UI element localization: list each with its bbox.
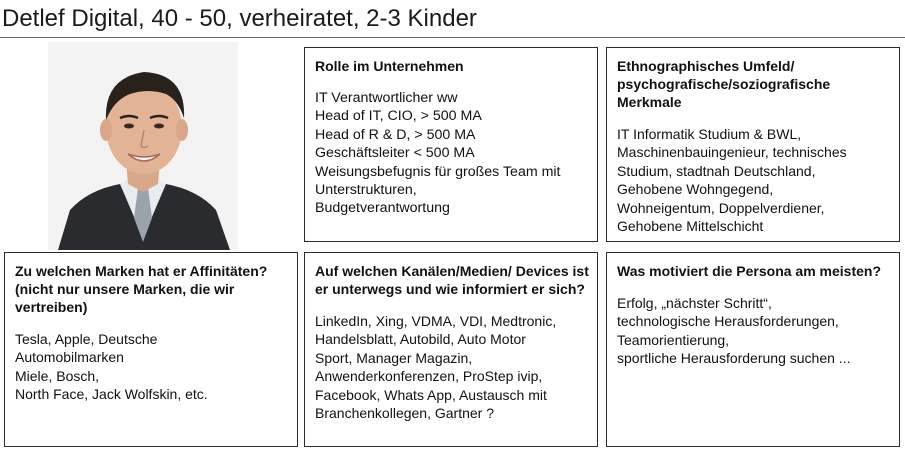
motivation-text: [617, 294, 891, 368]
channels-line: Handelsblatt, Autobild, Auto Motor: [315, 331, 526, 348]
brands-line: Miele, Bosch,: [15, 367, 100, 384]
channels-line: LinkedIn, Xing, VDMA, VDI, Medtronic,: [315, 313, 557, 329]
ethnographic-box: [606, 47, 900, 242]
role-heading: Rolle im Unternehmen: [315, 58, 464, 74]
channels-line: Sport, Manager Magazin,: [315, 349, 473, 366]
role-line: Weisungsbefugnis für großes Team mit: [315, 163, 561, 180]
ethnographic-heading: Ethnographisches Umfeld/ psychografische/soziografische Merkmale: [617, 58, 831, 110]
ethnographic-line: Maschinenbauingenieur, technisches: [617, 144, 847, 161]
channels-line: Facebook, Whats App, Austausch mit: [315, 386, 547, 403]
ethnographic-line: Wohneigentum, Doppelverdiener,: [617, 199, 825, 216]
motivation-box: [606, 252, 900, 447]
ethnographic-line: Gehobene Wohngegend,: [617, 181, 774, 198]
page-title: Detlef Digital, 40 - 50, verheiratet, 2-3 Kinder: [2, 5, 477, 32]
role-line: Head of R & D, > 500 MA: [315, 126, 476, 143]
role-box: [304, 47, 598, 242]
motivation-line: sportliche Herausforderung suchen ...: [617, 350, 851, 367]
role-line: IT Verantwortlicher ww: [315, 90, 458, 106]
motivation-line: Erfolg, „nächster Schritt“,: [617, 295, 772, 311]
motivation-heading: Was motiviert die Persona am meisten?: [617, 263, 882, 279]
persona-photo: [48, 42, 238, 250]
role-line: Budgetverantwortung: [315, 200, 450, 217]
brands-line: Tesla, Apple, Deutsche: [15, 331, 158, 347]
channels-heading: Auf welchen Kanälen/Medien/ Devices ist er unterwegs und wie informiert er sich?: [315, 263, 589, 297]
role-line: Geschäftsleiter < 500 MA: [315, 145, 475, 162]
motivation-line: Teamorientierung,: [617, 331, 730, 348]
channels-line: Branchenkollegen, Gartner ?: [315, 405, 494, 422]
brands-box: [4, 252, 298, 447]
role-line: Head of IT, CIO, > 500 MA: [315, 108, 482, 125]
brands-line: Automobilmarken: [15, 349, 124, 366]
channels-box: [304, 252, 598, 447]
brands-heading: Zu welchen Marken hat er Affinitäten? (nicht nur unsere Marken, die wir vertreiben): [15, 263, 268, 315]
ethnographic-text: [617, 125, 891, 235]
channels-text: [315, 312, 589, 422]
brands-text: [15, 330, 289, 404]
ethnographic-line: Studium, stadtnah Deutschland,: [617, 162, 816, 179]
brands-line: North Face, Jack Wolfskin, etc.: [15, 386, 208, 403]
role-text: [315, 89, 589, 218]
motivation-line: technologische Herausforderungen,: [617, 313, 839, 330]
title-divider: [0, 37, 905, 38]
role-line: Unterstrukturen,: [315, 182, 417, 199]
ethnographic-line: IT Informatik Studium & BWL,: [617, 126, 802, 142]
ethnographic-line: Gehobene Mittelschicht: [617, 218, 764, 235]
channels-line: Anwenderkonferenzen, ProStep ivip,: [315, 368, 543, 385]
persona-portrait-image: [48, 42, 238, 250]
